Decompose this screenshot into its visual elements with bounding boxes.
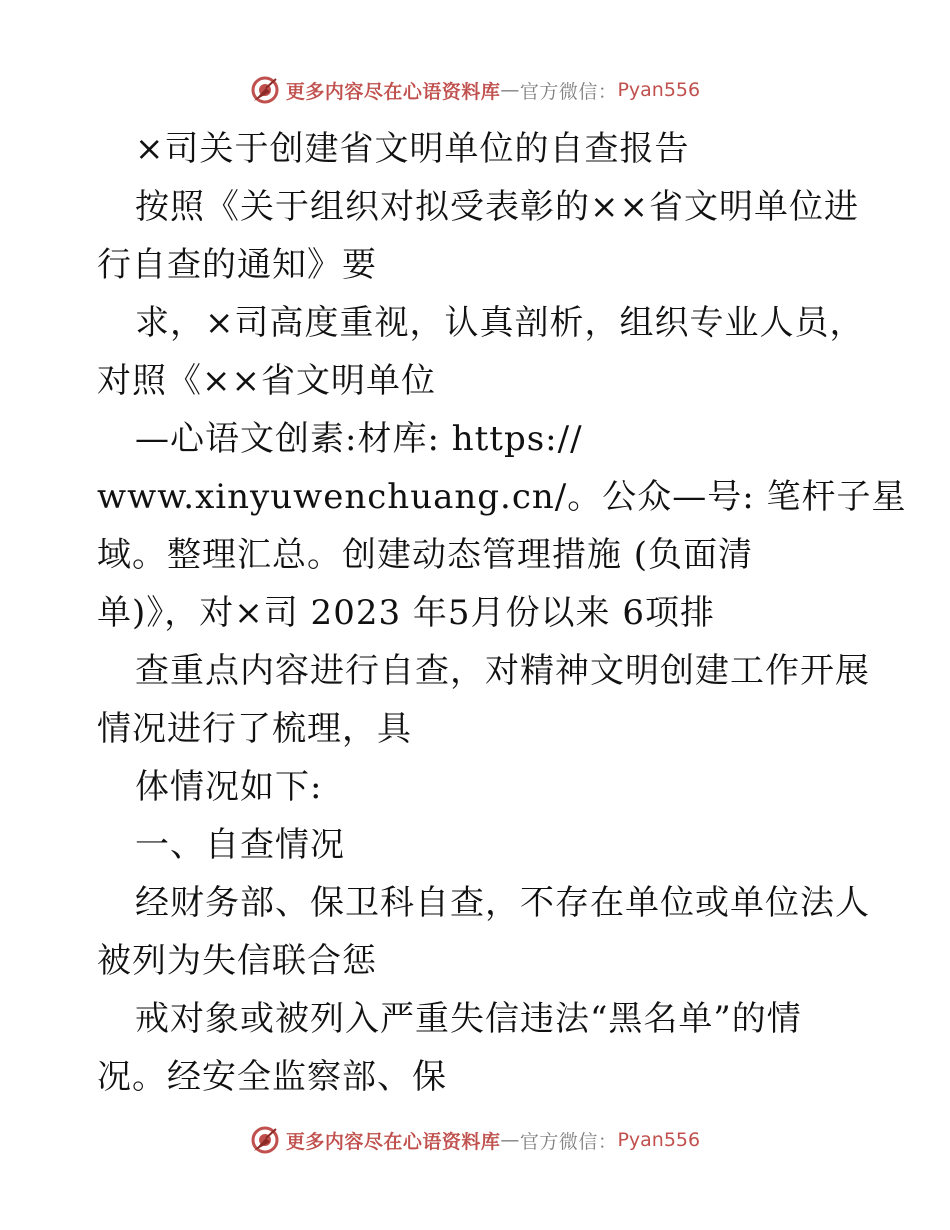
- doc-line: 查重点内容进行自查，对精神文明创建工作开展: [135, 651, 870, 691]
- doc-line: 况。经安全监察部、保: [97, 1057, 447, 1097]
- banner-dash: —: [500, 1129, 520, 1151]
- pen-logo-icon: [250, 75, 280, 105]
- doc-line: www.xinyuwenchuang.cn/。公众—号: 笔杆子星: [97, 477, 907, 517]
- doc-line: 情况进行了梳理，具: [97, 709, 412, 749]
- banner-main-text: 更多内容尽在心语资料库: [285, 1130, 501, 1153]
- banner-dash: —: [500, 79, 520, 101]
- doc-line: 体情况如下:: [135, 767, 323, 807]
- doc-line: 行自查的通知》要: [97, 245, 377, 285]
- doc-line: 被列为失信联合惩: [97, 941, 377, 981]
- doc-line: 域。整理汇总。创建动态管理措施 (负面清: [97, 535, 754, 575]
- document-body: [97, 120, 907, 1106]
- doc-line: 戒对象或被列入严重失信违法“黑名单”的情: [135, 999, 802, 1039]
- banner-account: Pyan556: [617, 79, 701, 101]
- banner-official-label: 官方微信：: [519, 80, 618, 103]
- doc-line: 按照《关于组织对拟受表彰的××省文明单位进: [135, 187, 859, 227]
- doc-line: ×司关于创建省文明单位的自查报告: [135, 129, 690, 169]
- header-banner: [0, 72, 950, 108]
- banner-account: Pyan556: [617, 1129, 701, 1151]
- pen-logo-icon: [250, 1125, 280, 1155]
- banner-official-label: 官方微信：: [519, 1130, 618, 1153]
- doc-line: 经财务部、保卫科自查，不存在单位或单位法人: [135, 883, 870, 923]
- doc-line: —心语文创素:材库: https://: [135, 419, 583, 459]
- doc-line: 单)》，对×司 2023 年5月份以来 6项排: [97, 593, 715, 633]
- banner-main-text: 更多内容尽在心语资料库: [285, 80, 501, 103]
- doc-line: 对照《××省文明单位: [97, 361, 436, 401]
- footer-banner: [0, 1122, 950, 1158]
- section-heading: 一、自查情况: [135, 825, 345, 865]
- doc-line: 求，×司高度重视，认真剖析，组织专业人员，: [135, 303, 865, 343]
